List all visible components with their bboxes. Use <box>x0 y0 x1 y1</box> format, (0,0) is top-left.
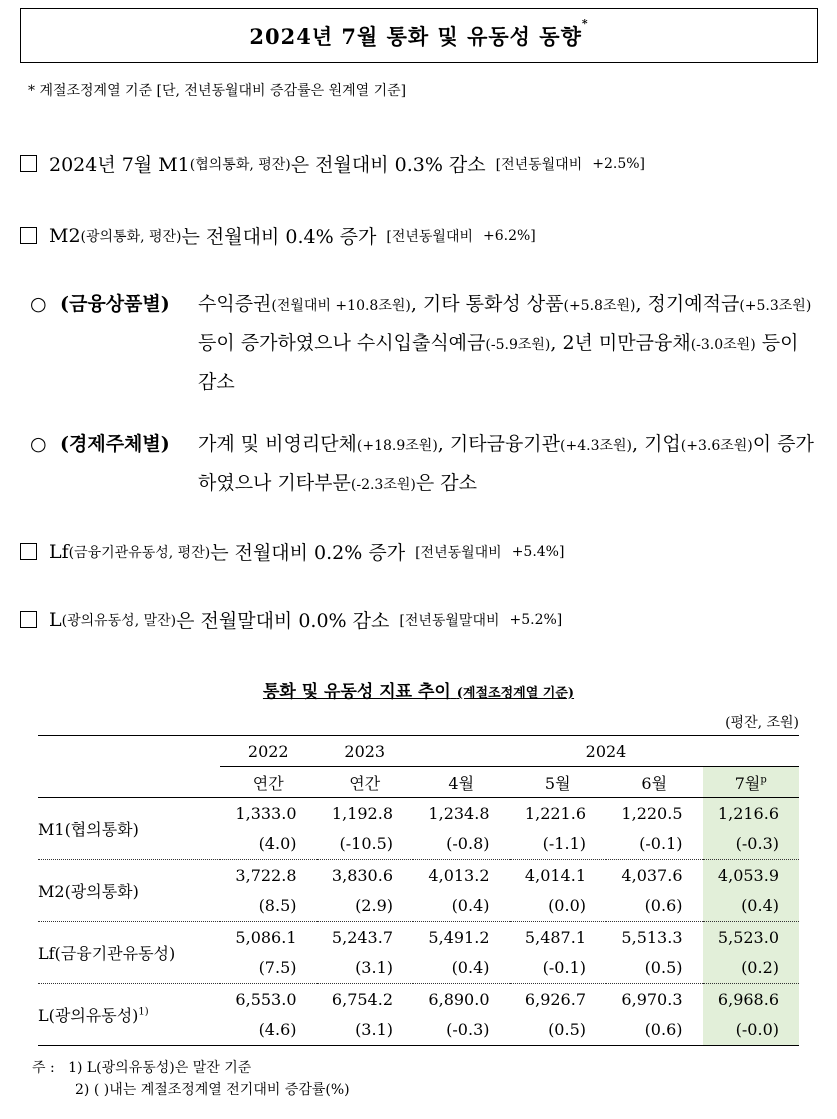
table-body <box>38 798 799 1046</box>
sub-sector-head: (경제주체별) <box>60 433 170 455</box>
change-cell: (4.6) <box>220 1015 317 1046</box>
change-cell: (8.5) <box>258 896 297 916</box>
table-row <box>38 798 799 829</box>
change-cell: (-0.0) <box>703 1015 800 1046</box>
change-cell: (3.1) <box>355 958 393 978</box>
lf-main: Lf <box>49 540 69 563</box>
row-label: L(광의유동성)$^{1)}$ <box>38 984 220 1046</box>
sub-product-head: (금융상품별) <box>60 293 170 315</box>
change-cell: (-10.5) <box>339 834 393 854</box>
table-header-years <box>38 736 799 767</box>
checkbox-square-icon <box>20 611 37 628</box>
m1-rest: 은 전월대비 0.3% 감소 <box>290 154 486 176</box>
table-unit: (평잔, 조원) <box>725 715 799 731</box>
title-box <box>20 8 818 63</box>
value-cell: 6,968.6 <box>703 984 800 1015</box>
value-cell: 1,220.5 <box>606 798 703 829</box>
sub-product-body: 수익증권(전월대비 +10.8조원), 기타 통화성 상품(+5.8조원), 정기예적금(+5.3조원) 등이 증가하였으나 수시입출식예금(-5.9조원), 2년 미만금융채(-3.0조원) 등이 감소 <box>198 293 812 393</box>
change-cell: (0.2) <box>703 953 800 984</box>
year-2024: 2024 <box>413 736 799 767</box>
lf-yoy-label: [전년동월대비 <box>415 544 502 561</box>
circle-bullet-icon: ○ <box>30 433 47 455</box>
change-cell: (0.5) <box>510 1015 607 1046</box>
footnote-2: 2) ( )내는 계절조정계열 전기대비 증감률(%) <box>75 1082 350 1098</box>
m2-yoy-value: +6.2%] <box>483 227 536 244</box>
table-row <box>38 860 799 891</box>
change-cell: (-0.1) <box>639 834 683 854</box>
value-cell: 1,192.8 <box>317 798 414 829</box>
value-cell: 4,037.6 <box>606 860 703 891</box>
change-cell: (0.4) <box>451 896 490 916</box>
change-cell: (2.9) <box>355 896 393 916</box>
title-mark: * <box>581 16 589 30</box>
item-m1 <box>20 150 645 177</box>
value-cell: 5,513.3 <box>606 922 703 953</box>
change-cell: (0.4) <box>451 958 490 978</box>
change-cell: (-0.3) <box>413 1015 510 1046</box>
value-cell: 4,053.9 <box>703 860 800 891</box>
m1-paren: (협의통화, 평잔) <box>189 156 291 173</box>
m1-yoy-value: +2.5%] <box>592 155 645 172</box>
period-header: 연간 <box>349 773 381 793</box>
table-header-periods <box>38 767 799 798</box>
row-label: M1(협의통화) <box>38 798 220 860</box>
value-cell: 6,926.7 <box>510 984 607 1015</box>
table-title: 통화 및 유동성 지표 추이 (계절조정계열 기준) <box>262 682 575 702</box>
value-cell: 5,243.7 <box>317 922 414 953</box>
value-cell: 4,014.1 <box>510 860 607 891</box>
change-cell: (-0.8) <box>446 834 490 854</box>
value-cell: 5,491.2 <box>413 922 510 953</box>
l-yoy-value: +5.2%] <box>509 611 563 628</box>
footnote-1: 주 : 1) L(광의유동성)은 말잔 기준 <box>32 1060 252 1076</box>
value-cell: 1,333.0 <box>220 798 317 829</box>
row-label: M2(광의통화) <box>38 860 220 922</box>
m2-main: M2 <box>49 224 81 247</box>
lf-rest: 는 전월대비 0.2% 증가 <box>210 542 406 564</box>
l-paren: (광의유동성, 말잔) <box>61 612 177 629</box>
liquidity-table <box>38 735 799 1046</box>
change-cell: (-1.1) <box>542 834 586 854</box>
period-header-latest: 7월$^p$ <box>703 767 800 798</box>
change-cell: (-0.1) <box>542 958 586 978</box>
lf-yoy-value: +5.4%] <box>511 543 565 560</box>
m2-rest: 는 전월대비 0.4% 증가 <box>181 226 377 248</box>
l-yoy-label: [전년동월말대비 <box>399 612 500 629</box>
value-cell: 6,890.0 <box>413 984 510 1015</box>
change-cell: (-0.3) <box>703 829 800 860</box>
item-lf <box>20 538 564 565</box>
l-rest: 은 전월말대비 0.0% 감소 <box>176 610 390 632</box>
year-2022: 2022 <box>220 736 317 767</box>
period-header: 5월 <box>544 773 571 793</box>
value-cell: 4,013.2 <box>413 860 510 891</box>
checkbox-square-icon <box>20 543 37 560</box>
basis-note: * 계절조정계열 기준 [단, 전년동월대비 증감률은 원계열 기준] <box>28 83 407 99</box>
l-main: L <box>49 608 62 631</box>
change-cell: (0.5) <box>644 958 683 978</box>
period-header: 연간 <box>252 773 284 793</box>
value-cell: 5,523.0 <box>703 922 800 953</box>
value-cell: 6,754.2 <box>317 984 414 1015</box>
value-cell: 6,970.3 <box>606 984 703 1015</box>
change-cell: (0.0) <box>548 896 586 916</box>
sub-sector-body: 가계 및 비영리단체(+18.9조원), 기타금융기관(+4.3조원), 기업(+3.6조원)이 증가하였으나 기타부문(-2.3조원)은 감소 <box>198 433 814 494</box>
period-header: 4월 <box>448 773 475 793</box>
m2-paren: (광의통화, 평잔) <box>80 228 182 245</box>
change-cell: (7.5) <box>258 958 297 978</box>
checkbox-square-icon <box>20 227 37 244</box>
table-row <box>38 984 799 1015</box>
page-title: 2024년 7월 통화 및 유동성 동향* <box>249 16 589 49</box>
period-header: 6월 <box>641 773 668 793</box>
lf-paren: (금융기관유동성, 평잔) <box>68 544 211 561</box>
table-title-note: (계절조정계열 기준) <box>456 686 575 701</box>
change-cell: (4.0) <box>258 834 297 854</box>
m2-yoy-label: [전년동월대비 <box>386 228 473 245</box>
row-label: Lf(금융기관유동성) <box>38 922 220 984</box>
value-cell: 3,722.8 <box>220 860 317 891</box>
m1-main: 2024년 7월 M1 <box>49 154 190 176</box>
change-cell: (0.6) <box>606 1015 703 1046</box>
value-cell: 5,487.1 <box>510 922 607 953</box>
value-cell: 1,221.6 <box>510 798 607 829</box>
circle-bullet-icon: ○ <box>30 293 47 315</box>
value-cell: 5,086.1 <box>220 922 317 953</box>
item-l <box>20 606 562 633</box>
year-2023: 2023 <box>317 736 414 767</box>
checkbox-square-icon <box>20 155 37 172</box>
value-cell: 1,234.8 <box>413 798 510 829</box>
m1-yoy-label: [전년동월대비 <box>495 156 583 173</box>
value-cell: 1,216.6 <box>703 798 800 829</box>
change-cell: (3.1) <box>317 1015 414 1046</box>
change-cell: (0.4) <box>703 891 800 922</box>
item-m2 <box>20 222 536 249</box>
change-cell: (0.6) <box>644 896 683 916</box>
value-cell: 6,553.0 <box>220 984 317 1015</box>
value-cell: 3,830.6 <box>317 860 414 891</box>
table-row <box>38 922 799 953</box>
